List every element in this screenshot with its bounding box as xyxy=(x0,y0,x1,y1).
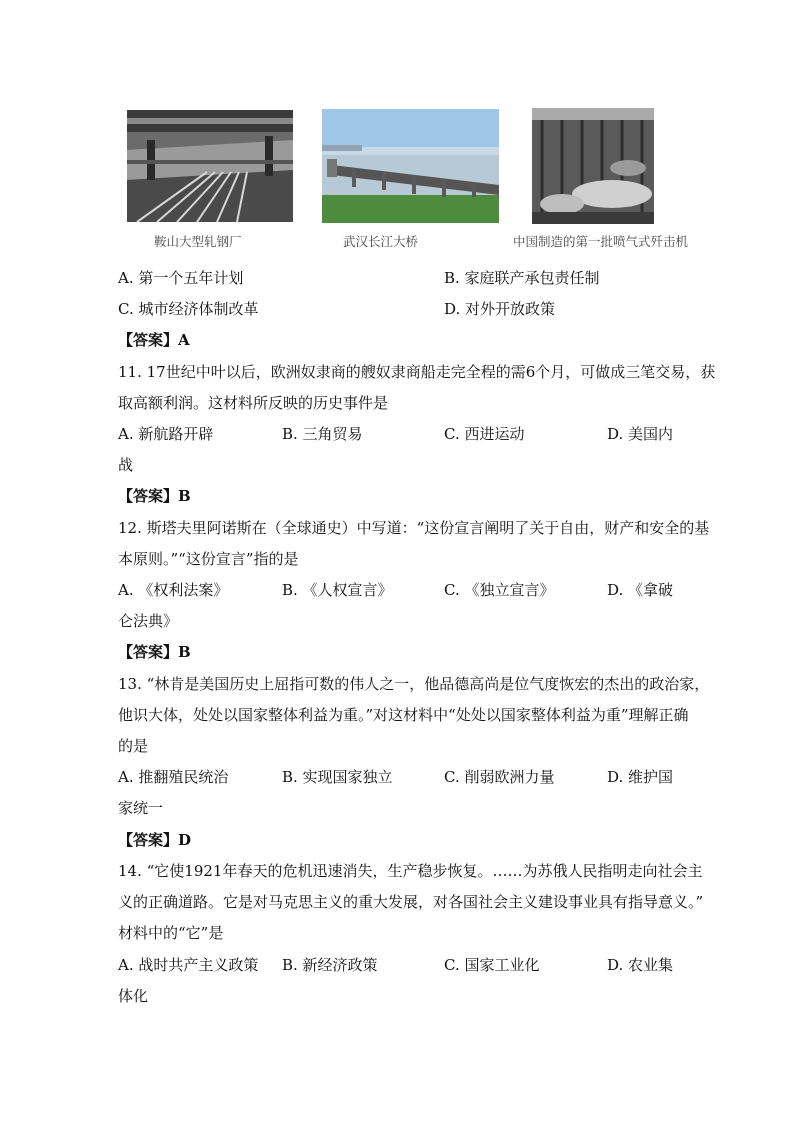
answer-label: 【答案】A xyxy=(118,331,190,349)
option-b: B. 三角贸易 xyxy=(282,425,363,443)
option-c: C. 城市经济体制改革 xyxy=(118,300,259,318)
option-b: B. 《人权宣言》 xyxy=(282,581,393,599)
question-text: 本原则。”“这份宣言”指的是 xyxy=(118,550,299,568)
option-c: C. 削弱欧洲力量 xyxy=(444,768,555,786)
option-a: A. 第一个五年计划 xyxy=(118,269,244,287)
question-text: 11. 17世纪中叶以后，欧洲奴隶商的艘奴隶商船走完全程的需6个月，可做成三笔交易，获 xyxy=(118,363,716,381)
option-d: D. 对外开放政策 xyxy=(444,300,556,318)
option-d: D. 农业集 xyxy=(607,956,674,974)
figure-row xyxy=(0,108,794,258)
option-c: C. 国家工业化 xyxy=(444,956,540,974)
option-d: D. 维护国 xyxy=(607,768,674,786)
option-wrap: 战 xyxy=(118,456,134,474)
question-text: 12. 斯塔夫里阿诺斯在（全球通史）中写道：“这份宣言阐明了关于自由，财产和安全的基 xyxy=(118,519,710,537)
question-text: 13. “林肯是美国历史上屈指可数的伟人之一，他品德高尚是位气度恢宏的杰出的政治家， xyxy=(118,675,710,693)
figure-caption: 鞍山大型轧钢厂 xyxy=(154,234,242,249)
question-text: 的是 xyxy=(118,737,149,755)
answer-label: 【答案】B xyxy=(118,643,191,661)
option-wrap: 仑法典》 xyxy=(118,612,179,630)
option-d: D. 美国内 xyxy=(607,425,674,443)
option-c: C. 西进运动 xyxy=(444,425,525,443)
question-text: 义的正确道路。它是对马克思主义的重大发展，对各国社会主义建设事业具有指导意义。” xyxy=(118,893,704,911)
answer-label: 【答案】D xyxy=(118,831,192,849)
option-c: C. 《独立宣言》 xyxy=(444,581,555,599)
figure-caption: 中国制造的第一批喷气式歼击机 xyxy=(513,234,689,249)
steel-mill-photo xyxy=(127,110,293,222)
option-d: D. 《拿破 xyxy=(607,581,674,599)
question-text: 取高额利润。这材料所反映的历史事件是 xyxy=(118,394,389,412)
option-a: A. 战时共产主义政策 xyxy=(118,956,259,974)
answer-label: 【答案】B xyxy=(118,487,191,505)
option-a: A. 推翻殖民统治 xyxy=(118,768,229,786)
option-b: B. 家庭联产承包责任制 xyxy=(444,269,600,287)
jet-fighter-photo xyxy=(532,108,654,224)
option-a: A. 《权利法案》 xyxy=(118,581,229,599)
option-a: A. 新航路开辟 xyxy=(118,425,214,443)
question-text: 14. “它使1921年春天的危机迅速消失，生产稳步恢复。……为苏俄人民指明走向社会主 xyxy=(118,862,703,880)
question-text: 材料中的“它”是 xyxy=(118,924,224,942)
option-wrap: 体化 xyxy=(118,987,149,1005)
figure-caption: 武汉长江大桥 xyxy=(343,234,419,249)
yangtze-bridge-photo xyxy=(322,109,499,223)
option-b: B. 新经济政策 xyxy=(282,956,378,974)
question-text: 他识大体，处处以国家整体利益为重。”对这材料中“处处以国家整体利益为重”理解正确 xyxy=(118,706,689,724)
option-b: B. 实现国家独立 xyxy=(282,768,393,786)
option-wrap: 家统一 xyxy=(118,799,164,817)
